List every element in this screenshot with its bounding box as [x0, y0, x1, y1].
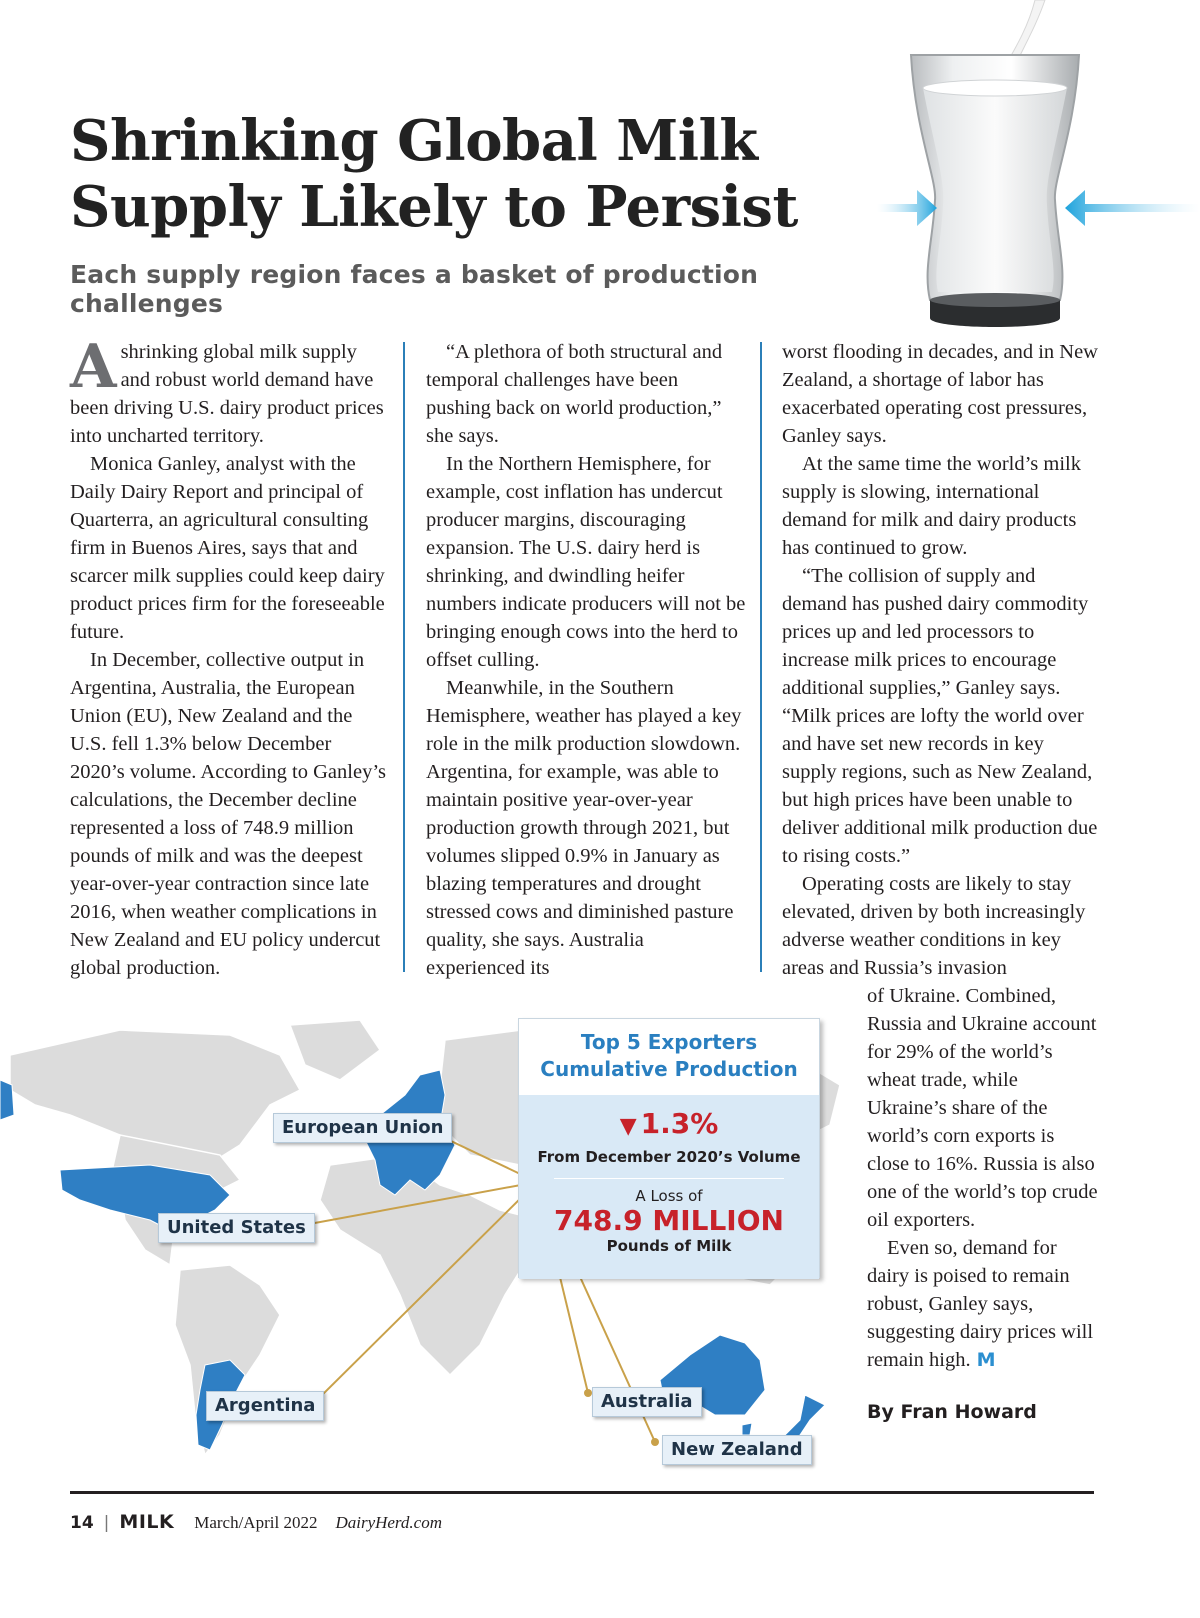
headline: Shrinking Global Milk Supply Likely to Persist — [70, 108, 798, 240]
down-triangle-icon: ▼ — [619, 1114, 637, 1139]
paragraph: Even so, demand for dairy is poised to remain robust, Ganley says, suggesting dairy prices will remain high. M — [867, 1237, 1094, 1371]
label-australia: Australia — [592, 1387, 702, 1417]
paragraph: At the same time the world’s milk supply is slowing, international demand for milk and dairy products has continued to grow. — [782, 453, 1081, 559]
stat-callout — [518, 1018, 820, 1278]
label-united-states: United States — [158, 1213, 315, 1243]
body-column-3 — [782, 338, 1100, 982]
byline: By Fran Howard — [867, 1401, 1037, 1423]
loss-label: A Loss of — [635, 1187, 703, 1205]
loss-unit: Pounds of Milk — [606, 1237, 732, 1255]
end-mark-icon: M — [976, 1349, 996, 1371]
column-rule-2 — [760, 342, 762, 972]
drop-cap: A — [70, 332, 117, 402]
body-column-3-continued — [867, 982, 1100, 1374]
paragraph: Monica Ganley, analyst with the Daily Dairy Report and principal of Quarterra, an agricultural consulting firm in Buenos Aires, says that and scarcer milk supplies could keep dairy product prices firm for the foreseeable future. — [70, 453, 385, 643]
divider — [554, 1178, 784, 1179]
issue-date: March/April 2022 — [194, 1513, 318, 1532]
body-column-2 — [426, 338, 746, 982]
callout-title-line1: Top 5 Exporters — [580, 1030, 758, 1054]
paragraph: In December, collective output in Argentina, Australia, the European Union (EU), New Zealand and the U.S. fell 1.3% below December 2020’s volume. According to Ganley’s calculations, the December decline represented a loss of 748.9 million pounds of milk and was the deepest year-over-year contraction since late 2016, when weather complications in New Zealand and EU policy undercut global production. — [70, 649, 386, 979]
tasmania-shape — [742, 1423, 752, 1435]
change-note: From December 2020’s Volume — [537, 1148, 801, 1166]
percent-change: ▼ 1.3% — [619, 1107, 719, 1140]
body-column-1 — [70, 332, 388, 982]
label-new-zealand: New Zealand — [662, 1435, 812, 1465]
label-european-union: European Union — [273, 1113, 452, 1143]
paragraph: worst flooding in decades, and in New Zealand, a shortage of labor has exacerbated operating cost pressures, Ganley says. — [782, 341, 1098, 447]
column-rule-1 — [403, 342, 405, 972]
alaska-shape — [0, 1080, 14, 1120]
loss-value: 748.9 MILLION — [554, 1204, 784, 1237]
footer-rule — [70, 1491, 1094, 1494]
page-footer — [70, 1511, 442, 1533]
label-argentina: Argentina — [206, 1391, 324, 1421]
callout-body — [519, 1095, 819, 1279]
magazine-logo: MILK — [119, 1511, 175, 1533]
milk-glass-illustration — [875, 0, 1200, 345]
callout-title-line2: Cumulative Production — [540, 1057, 798, 1081]
paragraph: Meanwhile, in the Southern Hemisphere, weather has played a key role in the milk production slowdown. Argentina, for example, was able to maintain positive year-over-year production growth through 2021, but volumes slipped 0.9% in January as blazing temperatures and drought stressed cows and diminished pasture quality, she says. Australia experienced its — [426, 677, 742, 979]
deck-subtitle: Each supply region faces a basket of production challenges — [70, 260, 759, 318]
paragraph: “The collision of supply and demand has pushed dairy commodity prices up and led processors to increase milk prices to encourage additional supplies,” Ganley says. “Milk prices are lofty the world over and have set new records in key supply regions, such as New Zealand, but high prices have been unable to deliver additional milk production due to rising costs.” — [782, 565, 1098, 867]
paragraph: Operating costs are likely to stay elevated, driven by both increasingly adverse weather conditions in key areas and Russia’s invasion — [782, 873, 1086, 979]
paragraph: “A plethora of both structural and temporal challenges have been pushing back on world production,” she says. — [426, 341, 723, 447]
callout-title — [519, 1019, 819, 1095]
paragraph: of Ukraine. Combined, Russia and Ukraine account for 29% of the world’s wheat trade, while Ukraine’s share of the world’s corn exports is close to 16%. Russia is also one of the world’s top crude oil exporters. — [867, 985, 1098, 1231]
paragraph: In the Northern Hemisphere, for example, cost inflation has undercut producer margins, discouraging expansion. The U.S. dairy herd is shrinking, and dwindling heifer numbers indicate producers will not be bringing enough cows into the herd to offset culling. — [426, 453, 746, 671]
paragraph: Ashrinking global milk supply and robust world demand have been driving U.S. dairy product prices into uncharted territory. — [70, 332, 384, 447]
website: DairyHerd.com — [335, 1513, 442, 1532]
page-number: 14 — [70, 1513, 94, 1533]
footer-separator: | — [103, 1513, 110, 1533]
